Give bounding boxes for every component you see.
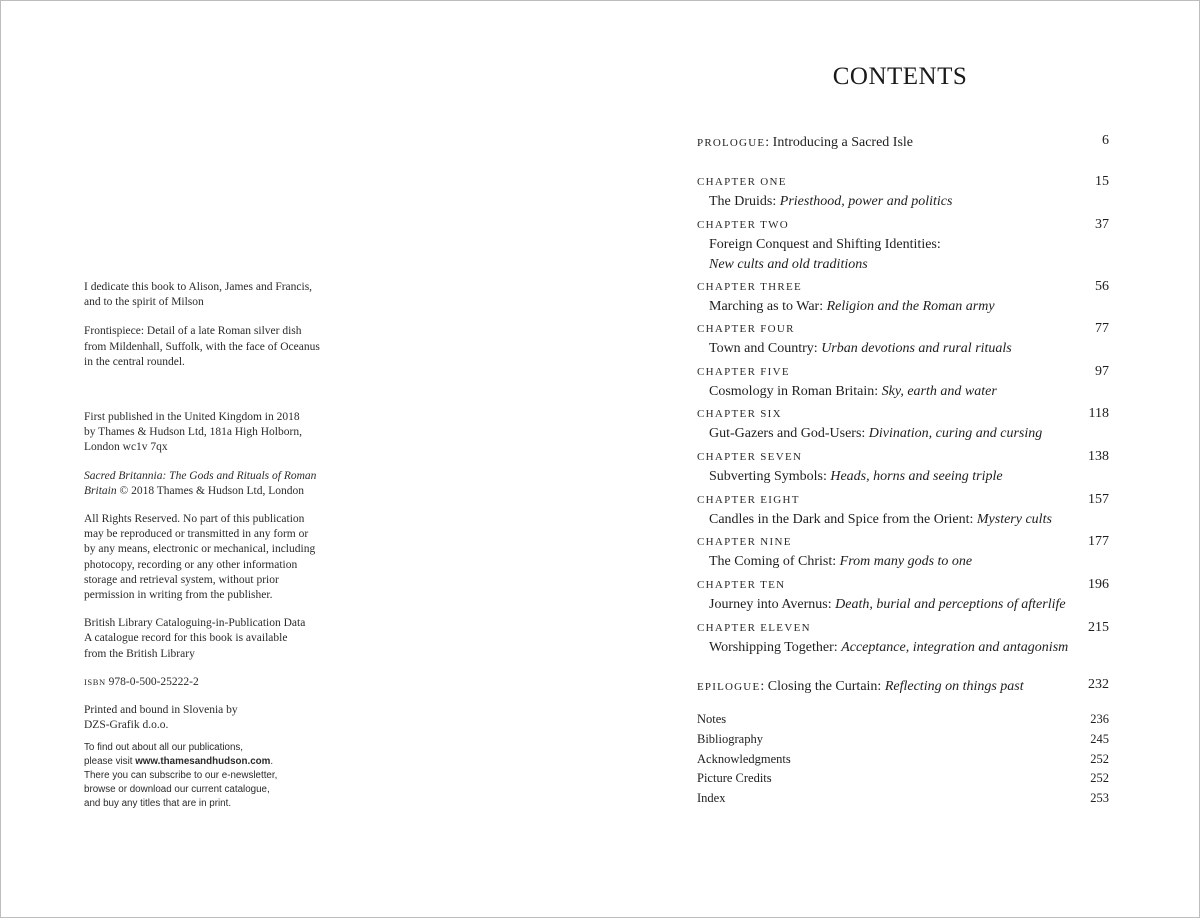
chapter-main-title: The Druids:	[709, 194, 780, 209]
publisher-web-note	[84, 741, 344, 811]
chapter-subtitle	[697, 255, 1109, 275]
toc-entry-back-matter[interactable]	[697, 769, 1109, 789]
toc-entry-chapter[interactable]	[697, 217, 1109, 275]
web-note-line: There you can subscribe to our e-newsletter,	[84, 770, 278, 781]
chapter-label: CHAPTER FOUR	[697, 323, 795, 335]
publisher-url[interactable]: www.thamesandhudson.com	[135, 756, 271, 767]
toc-entry-back-matter[interactable]	[697, 789, 1109, 809]
toc-entry-back-matter[interactable]	[697, 710, 1109, 730]
chapter-main-title: Subverting Symbols:	[709, 469, 831, 484]
chapter-label: CHAPTER NINE	[697, 536, 792, 548]
chapter-label: CHAPTER EIGHT	[697, 494, 800, 506]
chapter-main-title: Gut-Gazers and God-Users:	[709, 426, 869, 441]
chapter-page: 56	[1095, 279, 1109, 294]
chapter-page: 157	[1088, 492, 1109, 507]
chapter-main-title: Candles in the Dark and Spice from the Orient:	[709, 512, 977, 527]
back-matter-page: 252	[1090, 751, 1109, 766]
epilogue-label: EPILOGUE	[697, 681, 761, 693]
epilogue-line	[697, 677, 1109, 697]
toc-entry-chapter[interactable]	[697, 449, 1109, 487]
imprint-block	[84, 280, 364, 733]
back-matter-title: Acknowledgments	[697, 751, 791, 766]
back-matter-title: Picture Credits	[697, 771, 772, 786]
chapter-label: CHAPTER TEN	[697, 579, 786, 591]
chapter-page: 37	[1095, 217, 1109, 232]
chapter-subtitle: Heads, horns and seeing triple	[830, 469, 1003, 484]
chapter-page: 77	[1095, 321, 1109, 336]
web-note-line: browse or download our current catalogue,	[84, 784, 270, 795]
web-note-line	[84, 755, 344, 769]
chapter-page: 97	[1095, 364, 1109, 379]
toc-entry-chapter[interactable]	[697, 174, 1109, 212]
web-note-line: To find out about all our publications,	[84, 742, 244, 753]
chapter-title	[697, 339, 1109, 359]
back-matter-page: 236	[1090, 712, 1109, 726]
toc-entry-chapter[interactable]	[697, 406, 1109, 444]
copyright-holder: © 2018 Thames & Hudson Ltd, London	[116, 484, 304, 497]
back-matter-title: Notes	[697, 712, 727, 726]
chapter-label: CHAPTER ONE	[697, 176, 787, 188]
chapter-title	[697, 297, 1109, 317]
chapter-title	[697, 192, 1109, 212]
isbn-label: ISBN	[84, 676, 106, 687]
toc-entry-chapter[interactable]	[697, 492, 1109, 530]
chapter-subtitle: Mystery cults	[976, 512, 1052, 527]
chapter-subtitle: Urban devotions and rural rituals	[821, 341, 1012, 356]
prologue-page: 6	[1102, 133, 1109, 148]
copyright-book-title: Sacred Britannia: The Gods and Rituals of Roman Britain	[84, 469, 317, 497]
chapter-subtitle: Religion and the Roman army	[826, 299, 995, 314]
toc-entry-chapter[interactable]	[697, 321, 1109, 359]
chapter-page: 177	[1088, 534, 1109, 549]
chapter-label: CHAPTER ELEVEN	[697, 622, 811, 634]
toc-entry-chapter[interactable]	[697, 279, 1109, 317]
chapter-page: 118	[1088, 406, 1109, 421]
prologue-line	[697, 133, 1109, 153]
chapter-title	[697, 638, 1109, 658]
prologue-separator: :	[765, 135, 773, 150]
chapter-page: 196	[1088, 577, 1109, 592]
isbn-line	[84, 675, 364, 690]
back-matter-title: Bibliography	[697, 731, 763, 746]
chapter-title	[697, 552, 1109, 572]
web-note-text: .	[270, 756, 274, 767]
back-matter-list	[697, 710, 1109, 809]
chapter-subtitle: Acceptance, integration and antagonism	[841, 640, 1069, 655]
chapter-subtitle: From many gods to one	[839, 554, 973, 569]
epilogue-page: 232	[1088, 677, 1109, 692]
chapter-title	[697, 424, 1109, 444]
chapter-title	[697, 595, 1109, 615]
chapter-label: CHAPTER SEVEN	[697, 451, 803, 463]
chapter-page: 138	[1088, 449, 1109, 464]
toc-entry-back-matter[interactable]	[697, 750, 1109, 770]
chapter-label: CHAPTER SIX	[697, 408, 782, 420]
chapter-main-title: Foreign Conquest and Shifting Identities:	[709, 237, 941, 252]
chapter-main-title: Marching as to War:	[709, 299, 827, 314]
toc-entry-back-matter[interactable]	[697, 730, 1109, 750]
frontispiece-caption: Frontispiece: Detail of a late Roman silver dish from Mildenhall, Suffolk, with the face of Oceanus in the central roundel.	[84, 325, 320, 368]
chapter-title	[697, 510, 1109, 530]
chapter-main-title: The Coming of Christ:	[709, 554, 840, 569]
back-matter-page: 245	[1090, 731, 1109, 746]
chapter-subtitle: Death, burial and perceptions of afterlife	[835, 597, 1066, 612]
first-published: First published in the United Kingdom in 2018 by Thames & Hudson Ltd, 181a High Holborn, London wc1v 7qx	[84, 411, 302, 454]
chapter-subtitle-text: New cults and old traditions	[709, 257, 868, 272]
chapter-main-title: Journey into Avernus:	[709, 597, 836, 612]
toc-entry-chapter[interactable]	[697, 577, 1109, 615]
chapter-main-title: Worshipping Together:	[709, 640, 842, 655]
chapter-title	[697, 467, 1109, 487]
web-note-line: and buy any titles that are in print.	[84, 798, 232, 809]
chapter-main-title: Cosmology in Roman Britain:	[709, 384, 882, 399]
cataloguing-data: British Library Cataloguing-in-Publication Data A catalogue record for this book is available from the British Library	[84, 617, 306, 660]
toc-entry-epilogue[interactable]	[697, 677, 1109, 697]
chapter-page: 15	[1095, 174, 1109, 189]
prologue-label: PROLOGUE	[697, 137, 766, 149]
printer-info: Printed and bound in Slovenia by DZS-Grafik d.o.o.	[84, 704, 238, 732]
dedication: I dedicate this book to Alison, James and Francis, and to the spirit of Milson	[84, 281, 313, 309]
toc-entry-chapter[interactable]	[697, 620, 1109, 658]
chapter-label: CHAPTER THREE	[697, 281, 803, 293]
chapter-subtitle: Divination, curing and cursing	[868, 426, 1043, 441]
toc-entry-chapter[interactable]	[697, 364, 1109, 402]
back-matter-page: 253	[1090, 791, 1109, 806]
back-matter-title: Index	[697, 791, 726, 806]
chapter-label: CHAPTER TWO	[697, 219, 790, 231]
chapter-title	[697, 382, 1109, 402]
chapter-subtitle: Sky, earth and water	[881, 384, 997, 399]
page-title: CONTENTS	[832, 63, 968, 90]
chapter-label: CHAPTER FIVE	[697, 366, 790, 378]
epilogue-title: : Closing the Curtain:	[760, 679, 885, 694]
web-note-text: please visit	[84, 756, 136, 767]
copyright-line	[84, 469, 364, 499]
chapter-main-title: Town and Country:	[709, 341, 822, 356]
toc-entry-chapter[interactable]	[697, 534, 1109, 572]
prologue-title: Introducing a Sacred Isle	[772, 135, 914, 150]
chapter-page: 215	[1088, 620, 1109, 635]
rights-statement: All Rights Reserved. No part of this publication may be reproduced or transmitted in any form or by any means, electronic or mechanical, including photocopy, recording or any other information storage and retrieval system, without prior permission in writing from the publisher.	[84, 513, 316, 602]
epilogue-subtitle: Reflecting on things past	[884, 679, 1024, 694]
chapter-subtitle: Priesthood, power and politics	[779, 194, 953, 209]
back-matter-page: 252	[1090, 771, 1109, 786]
toc-entry-prologue[interactable]	[697, 133, 1109, 153]
isbn-number: 978-0-500-25222-2	[105, 675, 199, 688]
